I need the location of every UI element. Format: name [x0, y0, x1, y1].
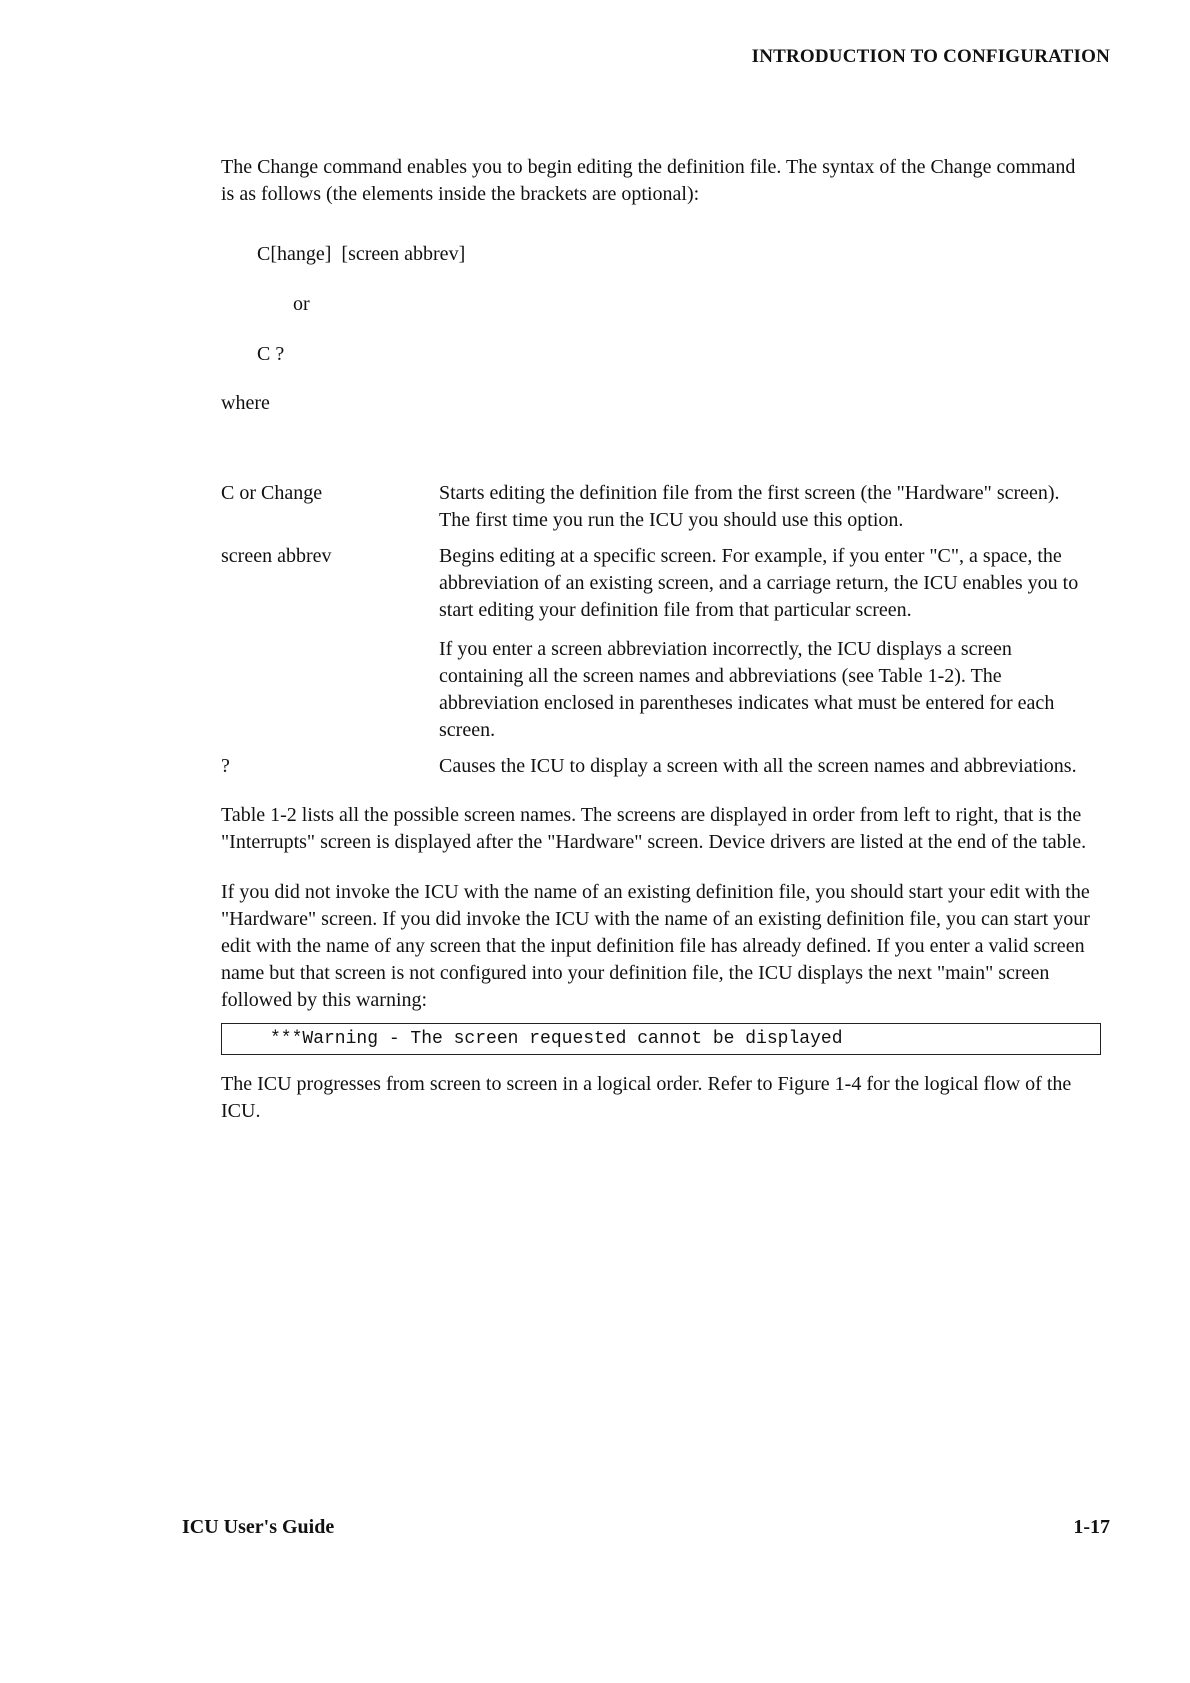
definition-text: If you enter a screen abbreviation incorrectly, the ICU displays a screen containing all the screen names and abbreviations (see Table 1-2). The abbreviation enclosed in parentheses indicates what must be entered for each screen. — [439, 638, 1055, 741]
where-label: where — [221, 392, 270, 414]
definition-text: Begins editing at a specific screen. For example, if you enter "C", a space, the abbreviation of an existing screen, and a carriage return, the ICU enables you to start editing your definition file from that particular screen. — [439, 545, 1079, 621]
progression-paragraph: The ICU progresses from screen to screen in a logical order. Refer to Figure 1-4 for the logical flow of the ICU. — [221, 1073, 1072, 1122]
page-content — [221, 154, 1091, 1125]
definition-row — [221, 753, 1091, 780]
definition-term: C or Change — [221, 482, 323, 504]
running-header: INTRODUCTION TO CONFIGURATION — [751, 46, 1110, 67]
definition-description — [439, 753, 1091, 780]
syntax-line-change: C[hange] [screen abbrev] — [257, 243, 466, 265]
syntax-line-question: C ? — [257, 343, 285, 365]
syntax-or: or — [293, 293, 310, 315]
table-reference-paragraph: Table 1-2 lists all the possible screen names. The screens are displayed in order from left to right, that is the "Interrupts" screen is displayed after the "Hardware" screen. Device drivers are listed at the end of the table. — [221, 804, 1087, 853]
warning-message-box: ***Warning - The screen requested cannot be displayed — [221, 1023, 1101, 1055]
intro-paragraph: The Change command enables you to begin editing the definition file. The syntax of the Change command is as follows (the elements inside the brackets are optional): — [221, 156, 1076, 205]
definition-description — [439, 480, 1091, 534]
definition-term: screen abbrev — [221, 545, 332, 567]
definition-row — [221, 480, 1091, 534]
definition-row — [221, 543, 1091, 744]
definition-list — [221, 480, 1091, 780]
invocation-paragraph: If you did not invoke the ICU with the name of an existing definition file, you should start your edit with the "Hardware" screen. If you did invoke the ICU with the name of an existing definition file, you can start your edit with the name of any screen that the input definition file has already defined. If you enter a valid screen name but that screen is not configured into your definition file, the ICU displays the next "main" screen followed by this warning: — [221, 881, 1090, 1011]
page-number: 1-17 — [1073, 1516, 1110, 1538]
definition-term: ? — [221, 755, 230, 777]
definition-text: Starts editing the definition file from the first screen (the "Hardware" screen). The first time you run the ICU you should use this option. — [439, 482, 1060, 531]
definition-text: Causes the ICU to display a screen with all the screen names and abbreviations. — [439, 755, 1077, 777]
footer-guide-title: ICU User's Guide — [182, 1516, 335, 1538]
definition-description — [439, 543, 1091, 744]
